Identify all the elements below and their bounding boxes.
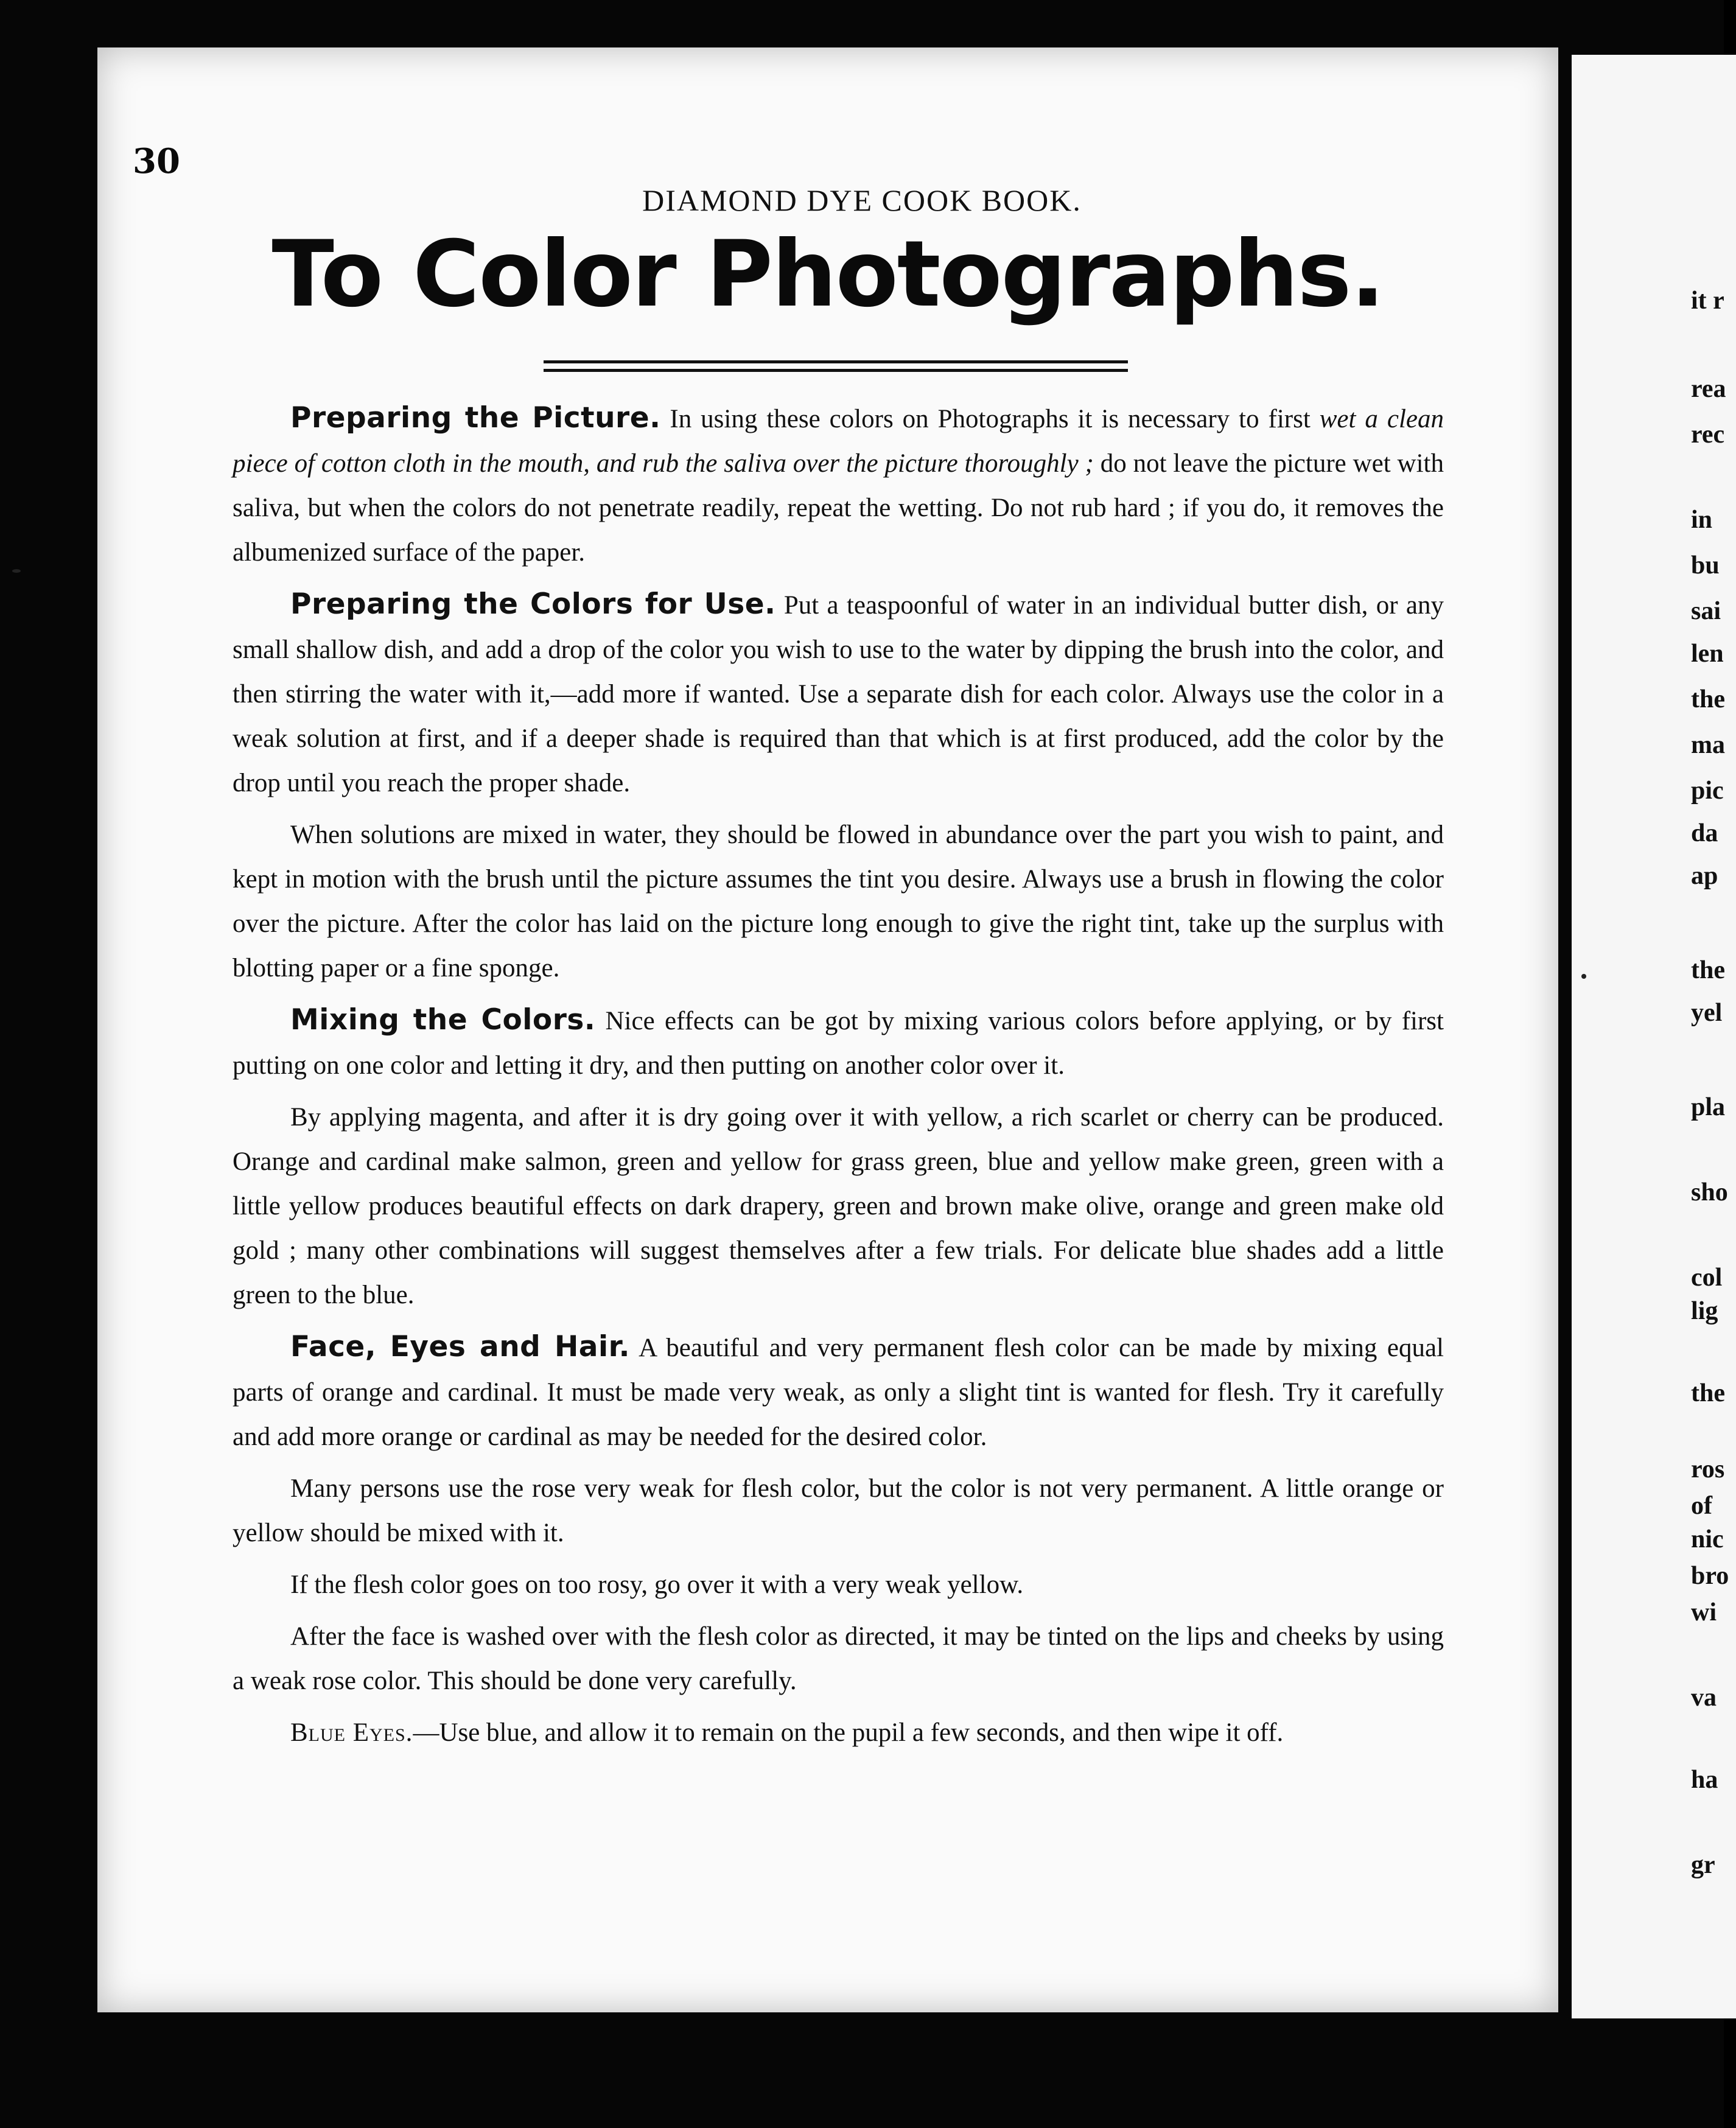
article-body [233,396,1444,1762]
facing-fragment: gr [1691,1851,1715,1879]
paragraph-blue-eyes [233,1710,1444,1755]
facing-fragment: pic [1691,777,1724,805]
paragraph-mixing-colors [233,998,1444,1088]
paragraph-text: —Use blue, and allow it to remain on the pupil a few seconds, and then wipe it off. [413,1718,1284,1747]
facing-fragment: bu [1691,551,1720,579]
paragraph-lips-cheeks: After the face is washed over with the flesh color as directed, it may be tinted on the lips and cheeks by using a weak rose color. This should be done very carefully. [233,1622,1444,1695]
facing-fragment: sho [1691,1178,1728,1206]
ink-speck [1581,974,1586,979]
ink-speck [12,569,21,573]
facing-fragment: lig [1691,1297,1718,1325]
title-rule-top [544,360,1128,363]
title-rule-bottom [544,369,1128,372]
facing-fragment: nic [1691,1525,1724,1553]
facing-fragment: col [1691,1264,1723,1292]
facing-fragment: len [1691,640,1724,668]
facing-fragment: the [1691,956,1725,984]
subheading-preparing-picture: Preparing the Picture. [290,401,661,435]
facing-fragment: in [1691,506,1713,534]
subheading-preparing-colors: Preparing the Colors for Use. [290,587,776,621]
facing-page-edge [1572,55,1736,2018]
paragraph-preparing-picture [233,396,1444,575]
facing-fragment: rec [1691,421,1725,449]
running-head [0,183,1724,218]
facing-fragment: the [1691,685,1725,713]
subheading-blue-eyes: Blue Eyes. [290,1718,413,1747]
page-title: To Color Photographs. [271,222,1384,327]
facing-fragment: ha [1691,1766,1718,1794]
facing-fragment: da [1691,819,1718,847]
facing-fragment: bro [1691,1562,1729,1590]
paragraph-solutions: When solutions are mixed in water, they should be flowed in abundance over the part you wish to paint, and kept in motion with the brush until the picture assumes the tint you desire. Always use a brush in flowing the color over the picture. After the color has laid on the picture long enough to give the right tint, take up the surplus with blotting paper or a fine sponge. [233,821,1444,982]
subheading-face-eyes-hair: Face, Eyes and Hair. [290,1330,630,1363]
paragraph-preparing-colors [233,582,1444,805]
paragraph-rose: Many persons use the rose very weak for flesh color, but the color is not very permanent. A little orange or yellow should be mixed with it. [233,1474,1444,1547]
italic-instruction: wet a clean piece of cotton cloth in the mouth, and rub the saliva over the picture thoroughly ; [233,405,1444,478]
paragraph-text: do not leave the picture wet with saliva, but when the colors do not penetrate readily, repeat the wetting. Do not rub hard ; if you do, it removes the albumenized surface of the paper. [233,449,1444,567]
paragraph-text: A beautiful and very permanent flesh color can be made by mixing equal parts of orange and cardinal. It must be made very weak, as only a slight tint is wanted for flesh. Try it carefully and add more orange or cardinal as may be needed for the desired color. [233,1334,1444,1451]
facing-fragment: it r [1691,287,1724,315]
facing-fragment: of [1691,1492,1712,1520]
facing-fragment: ma [1691,731,1725,759]
facing-fragment: yel [1691,999,1723,1027]
subheading-mixing-colors: Mixing the Colors. [290,1003,596,1037]
facing-fragment: pla [1691,1093,1726,1121]
facing-fragment: the [1691,1379,1725,1407]
facing-fragment: ros [1691,1455,1725,1483]
page-number: 30 [133,141,180,181]
running-head-text: DIAMOND DYE COOK BOOK. [642,183,1082,217]
paragraph-text: In using these colors on Photographs it is necessary to first [660,405,1320,433]
facing-fragment: wi [1691,1598,1717,1626]
facing-fragment: ap [1691,862,1718,890]
facing-fragment: sai [1691,597,1721,625]
paragraph-combinations: By applying magenta, and after it is dry going over it with yellow, a rich scarlet or cherry can be produced. Orange and cardinal make salmon, green and yellow for grass green, blue and yellow make green, green with a little yellow produces beautiful effects on dark drapery, green and brown make olive, orange and green make old gold ; many other combinations will suggest themselves after a few trials. For delicate blue shades add a little green to the blue. [233,1103,1444,1309]
paragraph-too-rosy: If the flesh color goes on too rosy, go over it with a very weak yellow. [290,1570,1024,1599]
facing-fragment: rea [1691,375,1726,403]
paragraph-text: Put a teaspoonful of water in an individual butter dish, or any small shallow dish, and add a drop of the color you wish to use to the water by dipping the brush into the color, and then stirring the water with it,—add more if wanted. Use a separate dish for each color. Always use the color in a weak solution at first, and if a deeper shade is required than that which is at first produced, add the color by the drop until you reach the proper shade. [233,591,1444,797]
facing-fragment: va [1691,1684,1717,1712]
paragraph-face-eyes-hair [233,1325,1444,1459]
paragraph-text: Nice effects can be got by mixing various colors before applying, or by first putting on one color and letting it dry, and then putting on another color over it. [233,1007,1444,1080]
